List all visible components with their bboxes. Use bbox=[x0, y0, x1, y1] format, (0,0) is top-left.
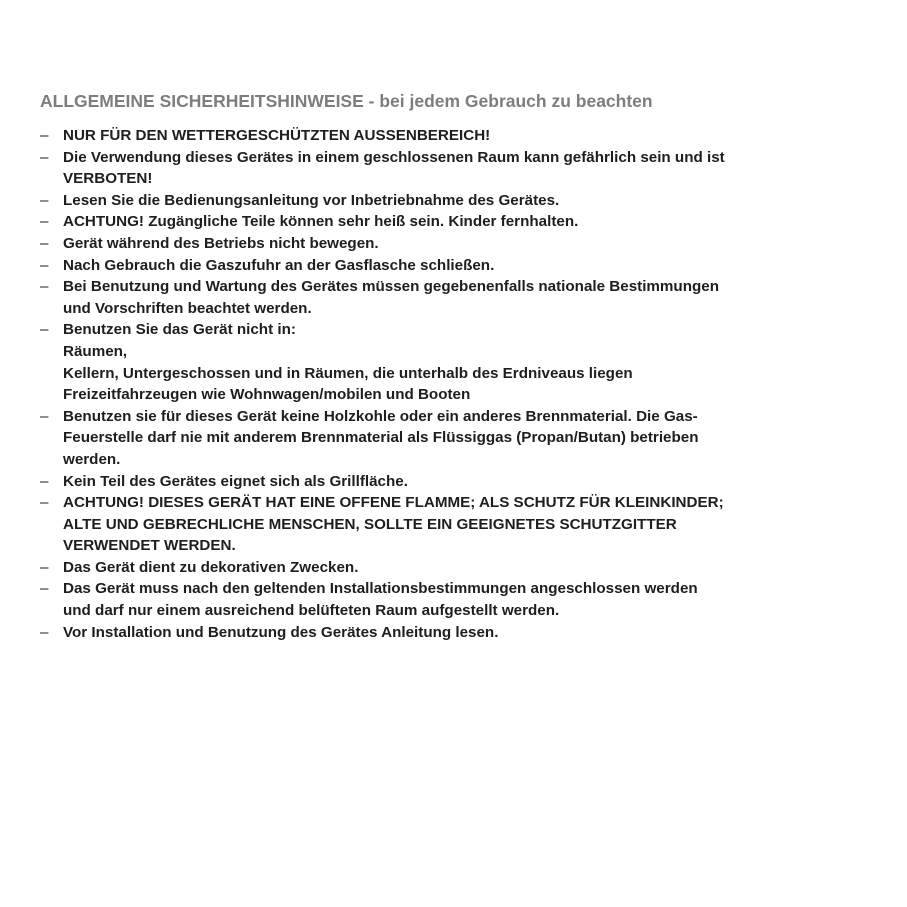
safety-notice-line: werden. bbox=[63, 450, 121, 468]
safety-notice-item bbox=[40, 276, 870, 319]
safety-notice-item bbox=[40, 471, 870, 493]
dash-bullet-icon: – bbox=[40, 623, 49, 641]
safety-notice-line: Lesen Sie die Bedienungsanleitung vor Inbetriebnahme des Gerätes. bbox=[63, 191, 560, 209]
dash-bullet-icon: – bbox=[40, 472, 49, 490]
safety-notice-item bbox=[40, 319, 870, 405]
safety-notice-item bbox=[40, 211, 870, 233]
safety-notice-line: ALTE UND GEBRECHLICHE MENSCHEN, SOLLTE EIN GEEIGNETES SCHUTZGITTER bbox=[63, 515, 677, 533]
safety-notice-line: Benutzen Sie das Gerät nicht in: bbox=[63, 321, 296, 339]
safety-notice-line: VERWENDET WERDEN. bbox=[63, 537, 236, 555]
safety-notice-line: Nach Gebrauch die Gaszufuhr an der Gasflasche schließen. bbox=[63, 256, 495, 274]
dash-bullet-icon: – bbox=[40, 580, 49, 598]
dash-bullet-icon: – bbox=[40, 191, 49, 209]
dash-bullet-icon: – bbox=[40, 321, 49, 339]
dash-bullet-icon: – bbox=[40, 213, 49, 231]
safety-notice-line: Räumen, bbox=[63, 342, 128, 360]
safety-notice-item bbox=[40, 492, 870, 557]
safety-notice-line: NUR FÜR DEN WETTERGESCHÜTZTEN AUSSENBEREICH! bbox=[63, 127, 491, 144]
safety-notice-line: Das Gerät muss nach den geltenden Installationsbestimmungen angeschlossen werden bbox=[63, 580, 698, 598]
safety-notice-item bbox=[40, 557, 870, 579]
dash-bullet-icon: – bbox=[40, 234, 49, 252]
safety-notice-item bbox=[40, 406, 870, 471]
safety-notice-item bbox=[40, 233, 870, 255]
safety-notice-line: ACHTUNG! DIESES GERÄT HAT EINE OFFENE FLAMME; ALS SCHUTZ FÜR KLEINKINDER; bbox=[63, 494, 724, 512]
safety-notice-line: Das Gerät dient zu dekorativen Zwecken. bbox=[63, 558, 359, 576]
safety-heading: ALLGEMEINE SICHERHEITSHINWEISE - bei jedem Gebrauch zu beachten bbox=[40, 91, 653, 111]
safety-notice-item bbox=[40, 578, 870, 621]
dash-bullet-icon: – bbox=[40, 407, 49, 425]
safety-notice-item bbox=[40, 190, 870, 212]
dash-bullet-icon: – bbox=[40, 558, 49, 576]
dash-bullet-icon: – bbox=[40, 278, 49, 296]
dash-bullet-icon: – bbox=[40, 494, 49, 512]
safety-notice-item bbox=[40, 125, 870, 147]
safety-notice-line: ACHTUNG! Zugängliche Teile können sehr heiß sein. Kinder fernhalten. bbox=[63, 213, 579, 231]
safety-notice-line: und Vorschriften beachtet werden. bbox=[63, 299, 312, 317]
safety-notice-line: Kellern, Untergeschossen und in Räumen, die unterhalb des Erdniveaus liegen bbox=[63, 364, 633, 382]
safety-notice-line: VERBOTEN! bbox=[63, 170, 153, 188]
dash-bullet-icon: – bbox=[40, 148, 49, 166]
safety-notice-line: Kein Teil des Gerätes eignet sich als Grillfläche. bbox=[63, 472, 408, 490]
safety-notice-line: Die Verwendung dieses Gerätes in einem geschlossenen Raum kann gefährlich sein und ist bbox=[63, 148, 725, 166]
safety-notice-line: und darf nur einem ausreichend belüfteten Raum aufgestellt werden. bbox=[63, 602, 560, 620]
safety-notice-line: Benutzen sie für dieses Gerät keine Holzkohle oder ein anderes Brennmaterial. Die Gas- bbox=[63, 407, 698, 425]
dash-bullet-icon: – bbox=[40, 127, 49, 144]
safety-notice-line: Vor Installation und Benutzung des Gerätes Anleitung lesen. bbox=[63, 623, 499, 641]
safety-notice-item bbox=[40, 622, 870, 644]
safety-notice-line: Bei Benutzung und Wartung des Gerätes müssen gegebenenfalls nationale Bestimmungen bbox=[63, 278, 719, 296]
safety-notice-line: Feuerstelle darf nie mit anderem Brennmaterial als Flüssiggas (Propan/Butan) betrieben bbox=[63, 429, 699, 447]
safety-notice-line: Gerät während des Betriebs nicht bewegen. bbox=[63, 234, 379, 252]
safety-notice-item bbox=[40, 255, 870, 277]
safety-notice-line: Freizeitfahrzeugen wie Wohnwagen/mobilen und Booten bbox=[63, 386, 471, 404]
dash-bullet-icon: – bbox=[40, 256, 49, 274]
safety-notice-item bbox=[40, 147, 870, 190]
safety-notice-list bbox=[40, 125, 870, 643]
